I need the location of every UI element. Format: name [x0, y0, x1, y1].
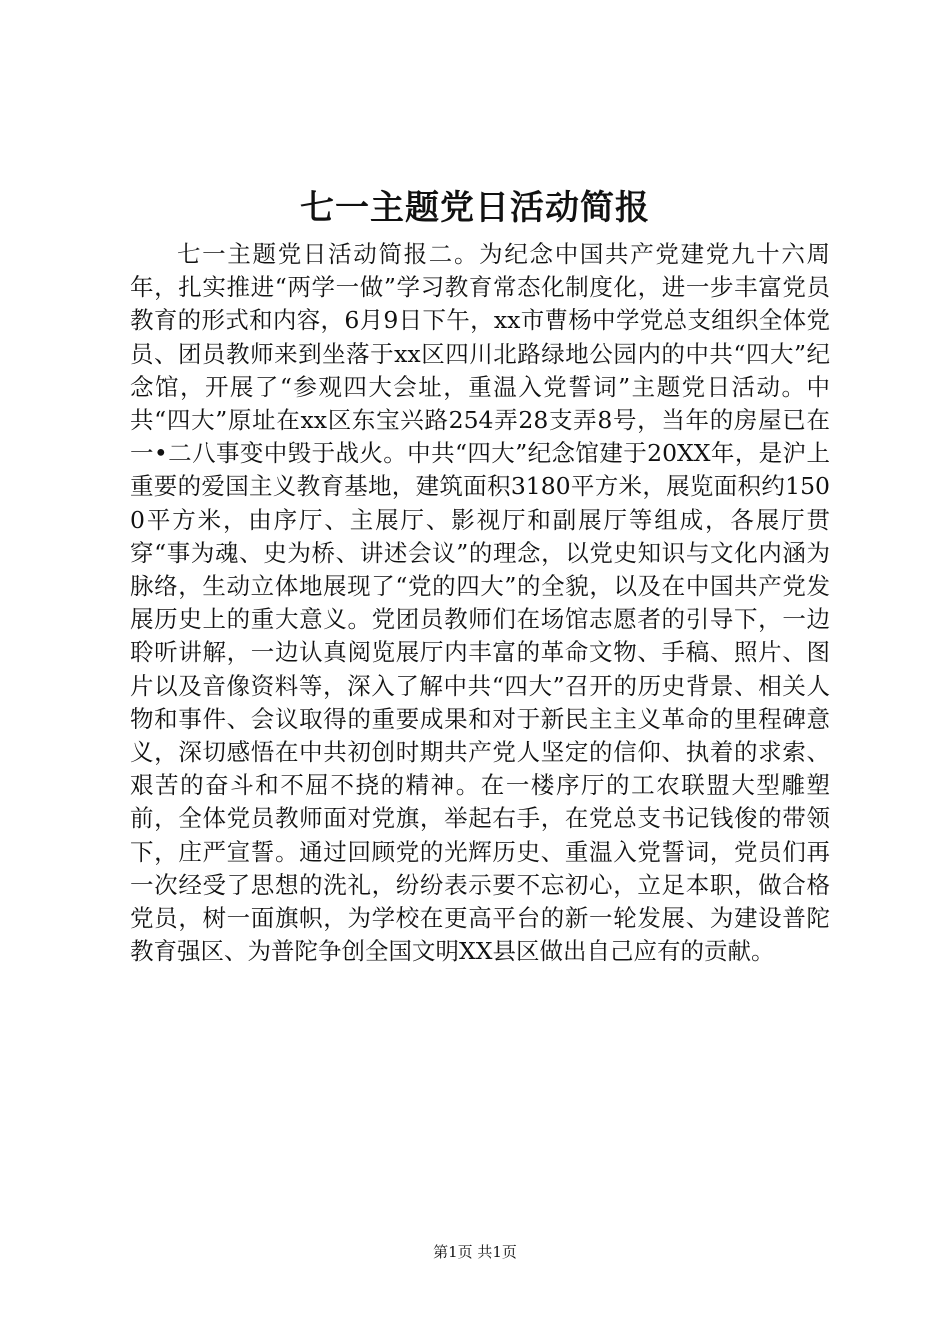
document-body-paragraph: 七一主题党日活动简报二。为纪念中国共产党建党九十六周年，扎实推进“两学一做”学习教育常态化制度化，进一步丰富党员教育的形式和内容，6月9日下午，xx市曹杨中学党总支组织全体党员、团员教师来到坐落于xx区四川北路绿地公园内的中共“四大”纪念馆，开展了“参观四大会址，重温入党誓词”主题党日活动。中共“四大”原址在xx区东宝兴路254弄28支弄8号，当年的房屋已在一•二八事变中毁于战火。中共“四大”纪念馆建于20XX年，是沪上重要的爱国主义教育基地，建筑面积3180平方米，展览面积约1500平方米，由序厅、主展厅、影视厅和副展厅等组成，各展厅贯穿“事为魂、史为桥、讲述会议”的理念，以党史知识与文化内涵为脉络，生动立体地展现了“党的四大”的全貌，以及在中国共产党发展历史上的重大意义。党团员教师们在场馆志愿者的引导下，一边聆听讲解，一边认真阅览展厅内丰富的革命文物、手稿、照片、图片以及音像资料等，深入了解中共“四大”召开的历史背景、相关人物和事件、会议取得的重要成果和对于新民主主义革命的里程碑意义，深切感悟在中共初创时期共产党人坚定的信仰、执着的求索、艰苦的奋斗和不屈不挠的精神。在一楼序厅的工农联盟大型雕塑前，全体党员教师面对党旗，举起右手，在党总支书记钱俊的带领下，庄严宣誓。通过回顾党的光辉历史、重温入党誓词，党员们再一次经受了思想的洗礼，纷纷表示要不忘初心，立足本职，做合格党员，树一面旗帜，为学校在更高平台的新一轮发展、为建设普陀教育强区、为普陀争创全国文明XX县区做出自己应有的贡献。: [130, 240, 830, 966]
page-footer: 第1页 共1页: [433, 1243, 517, 1261]
document-title: 七一主题党日活动简报: [300, 188, 650, 228]
